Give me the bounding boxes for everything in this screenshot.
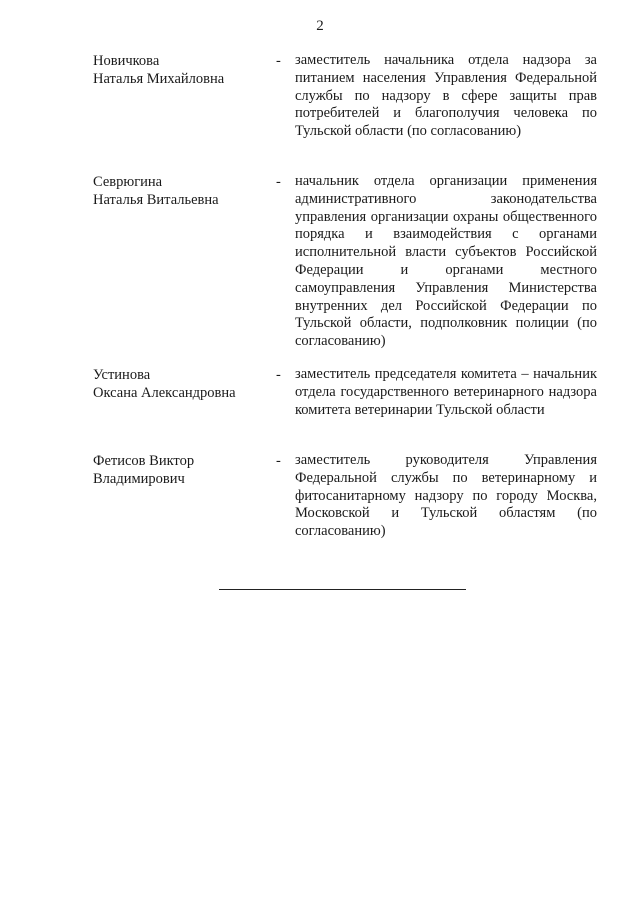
member-name	[93, 366, 268, 402]
member-surname: Фетисов Виктор	[93, 453, 195, 469]
member-position: заместитель председателя комитета – начальник отдела государственного ветеринарного надзора комитета ветеринарии Тульской области	[295, 366, 597, 418]
member-name	[93, 52, 268, 88]
member-position: заместитель руководителя Управления Федеральной службы по ветеринарному и фитосанитарному надзору по городу Москва, Московской и Тульской областям (по согласованию)	[295, 452, 597, 540]
closing-rule	[219, 589, 466, 590]
entry-dash: -	[276, 174, 281, 190]
entry-dash: -	[276, 453, 281, 469]
member-name	[93, 173, 268, 209]
member-given-names: Наталья Михайловна	[93, 71, 225, 87]
member-name	[93, 452, 268, 488]
member-given-names: Владимирович	[93, 471, 185, 487]
member-position: начальник отдела организации применения административного законодательства управления организации охраны общественного порядка и взаимодействия с органами исполнительной власти субъектов Российской Федерации и органами местного самоуправления Управления Министерства внутренних дел Российской Федерации по Тульской области, подполковник полиции (по согласованию)	[295, 173, 597, 350]
member-position: заместитель начальника отдела надзора за питанием населения Управления Федеральной службы по надзору в сфере защиты прав потребителей и благополучия человека по Тульской области (по согласованию)	[295, 52, 597, 140]
page-number: 2	[316, 18, 324, 34]
entry-dash: -	[276, 53, 281, 69]
member-surname: Новичкова	[93, 53, 160, 69]
member-surname: Устинова	[93, 367, 151, 383]
member-surname: Севрюгина	[93, 174, 163, 190]
member-given-names: Наталья Витальевна	[93, 192, 219, 208]
entry-dash: -	[276, 367, 281, 383]
member-given-names: Оксана Александровна	[93, 385, 236, 401]
